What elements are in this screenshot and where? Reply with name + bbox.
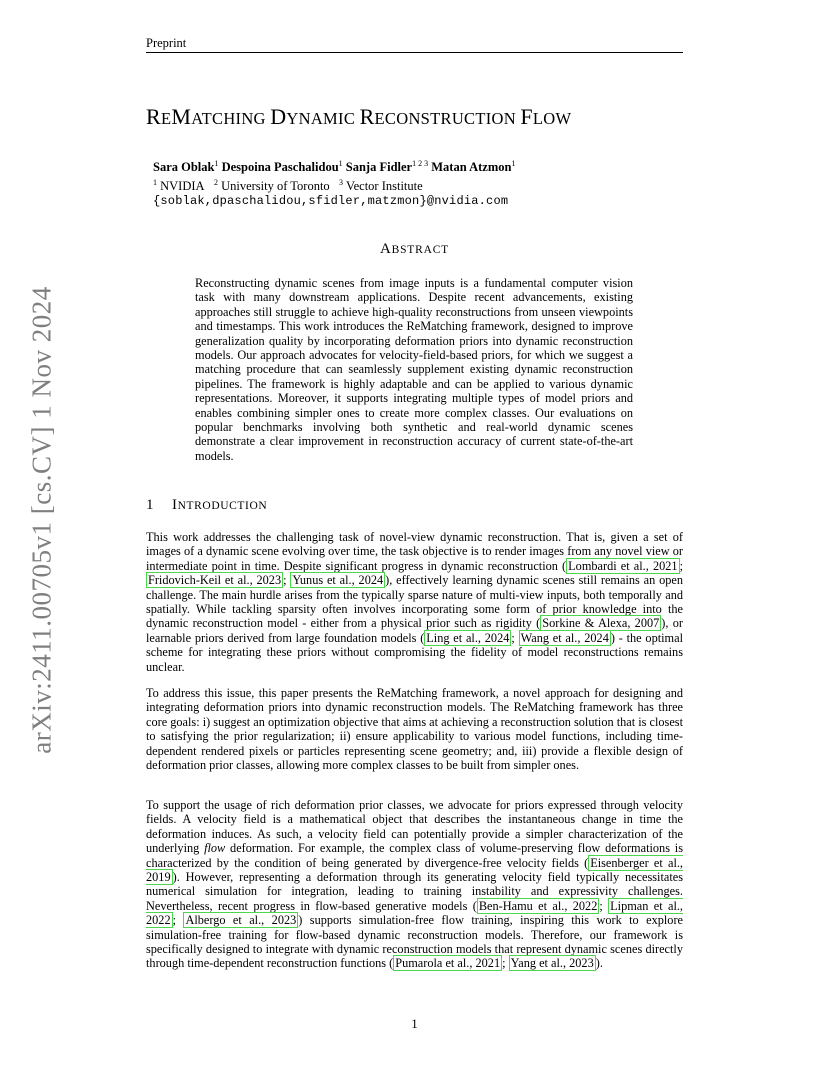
abstract-text: Reconstructing dynamic scenes from image inputs is a fundamental computer vision task with many downstream applications. Despite recent advancements, existing approaches still struggle to achieve high-quality reconstructions from unseen viewpoints and timestamps. This work introduces the ReMatching framework, designed to improve generalization quality by incorporating deformation priors into dynamic reconstruction models. Our approach advocates for velocity-field-based priors, for which we suggest a matching procedure that can seamlessly supplement existing dynamic reconstruction pipelines. The framework is highly adaptable and can be applied to various dynamic representations. Moreover, it supports integrating multiple types of model priors and enables combining simpler ones to create more complex classes. Our evaluations on popular benchmarks involving both synthetic and real-world dynamic scenes demonstrate a clear improvement in reconstruction accuracy of current state-of-the-art models. (195, 276, 633, 463)
affil-sup: 3 (339, 178, 344, 187)
affiliation-line (153, 175, 673, 194)
body-text: ). However, representing a deformation through its generating velocity field typically necessitates numerical simulation for integration, leading to training instability and expressivity challenges. Nevertheless, recent progress in flow-based generative models ( (146, 870, 683, 913)
section-heading-initial: I (172, 497, 178, 513)
author-affil-sup: 1 (338, 159, 343, 168)
title-smallcaps: E (160, 109, 172, 128)
citation-link[interactable]: Wang et al., 2024 (520, 630, 609, 645)
body-text: ), effectively learning dynamic scenes still remains an open challenge. The main hurdle arises from the typically sparse nature of multi-view inputs, both temporally and spatially. While tackling sparsity often involves incorporating some form of prior knowledge into the dynamic reconstruction model - either from a physical prior such as rigidity ( (146, 573, 683, 631)
intro-paragraph-1 (146, 530, 683, 674)
abstract-heading-rest: BSTRACT (391, 244, 449, 256)
body-text: ; (599, 898, 609, 913)
citation-link[interactable]: Albergo et al., 2023 (185, 913, 297, 928)
body-text: deformation. For example, the complex class of volume-preserving flow deformations is characterized by the condition of being generated by divergence-free velocity fields ( (146, 841, 683, 870)
title-letter: F (520, 104, 533, 129)
title-smallcaps: YNAMIC (286, 109, 360, 128)
paper-title (146, 104, 706, 130)
affiliation: University of Toronto (221, 179, 330, 193)
author-name: Despoina Paschalidou (221, 160, 339, 174)
affil-sup: 2 (213, 178, 218, 187)
citation-link[interactable]: Ben-Hamu et al., 2022 (478, 898, 598, 913)
section-number: 1 (146, 497, 155, 513)
body-text: ) supports simulation-free flow training, inspiring this work to explore simulation-free training for flow-based dynamic reconstruction models. Therefore, our framework is specifically designed to integrate with dynamic reconstruction models that represent dynamic scenes directly through time-dependent reconstruction functions ( (146, 913, 683, 971)
author-affil-sup: 1 (511, 159, 516, 168)
body-text: ), or learnable priors derived from large foundation models ( (146, 616, 683, 645)
affil-sup: 1 (153, 178, 157, 187)
abstract-heading-initial: A (379, 241, 392, 257)
running-header: Preprint (146, 36, 187, 50)
citation-link[interactable]: Pumarola et al., 2021 (395, 956, 501, 971)
emphasis: flow (204, 841, 226, 856)
abstract-heading (146, 241, 683, 258)
author-name: Sanja Fidler (345, 160, 413, 174)
title-letter: D (270, 104, 287, 129)
arxiv-identifier: arXiv:2411.00705v1 [cs.CV] 1 Nov 2024 (26, 286, 57, 754)
author-line (153, 156, 673, 175)
citation-link[interactable]: Sorkine & Alexa, 2007 (542, 616, 660, 631)
author-name: Sara Oblak (153, 160, 215, 174)
affiliation: NVIDIA (160, 179, 205, 193)
title-smallcaps: LOW (532, 109, 572, 128)
title-smallcaps: ECONSTRUCTION (374, 109, 521, 128)
title-smallcaps: ATCHING (191, 109, 271, 128)
citation-link[interactable]: Lombardi et al., 2021 (568, 558, 678, 573)
section-heading-rest: NTRODUCTION (177, 500, 268, 512)
title-letter: M (171, 104, 192, 129)
body-text: To support the usage of rich deformation prior classes, we advocate for priors expressed through velocity fields. A velocity field is a mathematical object that describes the instantaneous change in time the deformation induces. As such, a velocity field can potentially provide a simpler characterization of the underlying (146, 798, 683, 856)
body-text: ; (679, 558, 683, 573)
page-number: 1 (411, 1016, 418, 1031)
citation-link[interactable]: Eisenberger et al., 2019 (146, 855, 684, 885)
body-text: ) - the optimal scheme for integrating these priors without compromising the fidelity of model reconstructions remains unclear. (146, 630, 683, 674)
section-heading (146, 497, 267, 514)
citation-link[interactable]: Yang et al., 2023 (510, 956, 594, 971)
author-block (153, 156, 673, 209)
author-emails: {soblak,dpaschalidou,sfidler,matzmon}@nvidia.com (153, 194, 509, 208)
body-text: This work addresses the challenging task of novel-view dynamic reconstruction. That is, given a set of images of a dynamic scene evolving over time, the task objective is to render images from any novel view or intermediate point in time. Despite significant progress in dynamic reconstruction ( (146, 530, 683, 573)
citation-link[interactable]: Yunus et al., 2024 (292, 573, 384, 588)
intro-paragraph-2: To address this issue, this paper presents the ReMatching framework, a novel approach for designing and integrating deformation priors into dynamic reconstruction models. The ReMatching framework has three core goals: i) suggest an optimization objective that aims at achieving a reconstruction solution that is closest to satisfying the prior regularization; ii) ensure applicability to various model functions, including time-dependent rendered pixels or particles representing scene geometry; and, iii) provide a flexible design of deformation prior classes, allowing more complex classes to be built from simpler ones. (146, 686, 683, 773)
body-text: ; (172, 913, 184, 928)
affiliation: Vector Institute (345, 179, 423, 193)
arxiv-stamp (20, 286, 64, 754)
body-text: ). (595, 956, 603, 971)
author-name: Matan Atzmon (431, 160, 512, 174)
title-letter: R (359, 104, 375, 129)
author-affil-sup: 1 (214, 159, 219, 168)
body-text: ; (511, 630, 519, 645)
header-rule (146, 52, 683, 53)
citation-link[interactable]: Lipman et al., 2022 (146, 898, 684, 928)
citation-link[interactable]: Ling et al., 2024 (426, 630, 510, 645)
citation-link[interactable]: Fridovich-Keil et al., 2023 (148, 573, 282, 588)
body-text: ; (283, 573, 291, 588)
intro-paragraph-3 (146, 798, 683, 971)
author-affil-sup: 1 2 3 (412, 159, 429, 168)
title-letter: R (146, 104, 161, 129)
body-text: ; (502, 956, 509, 971)
